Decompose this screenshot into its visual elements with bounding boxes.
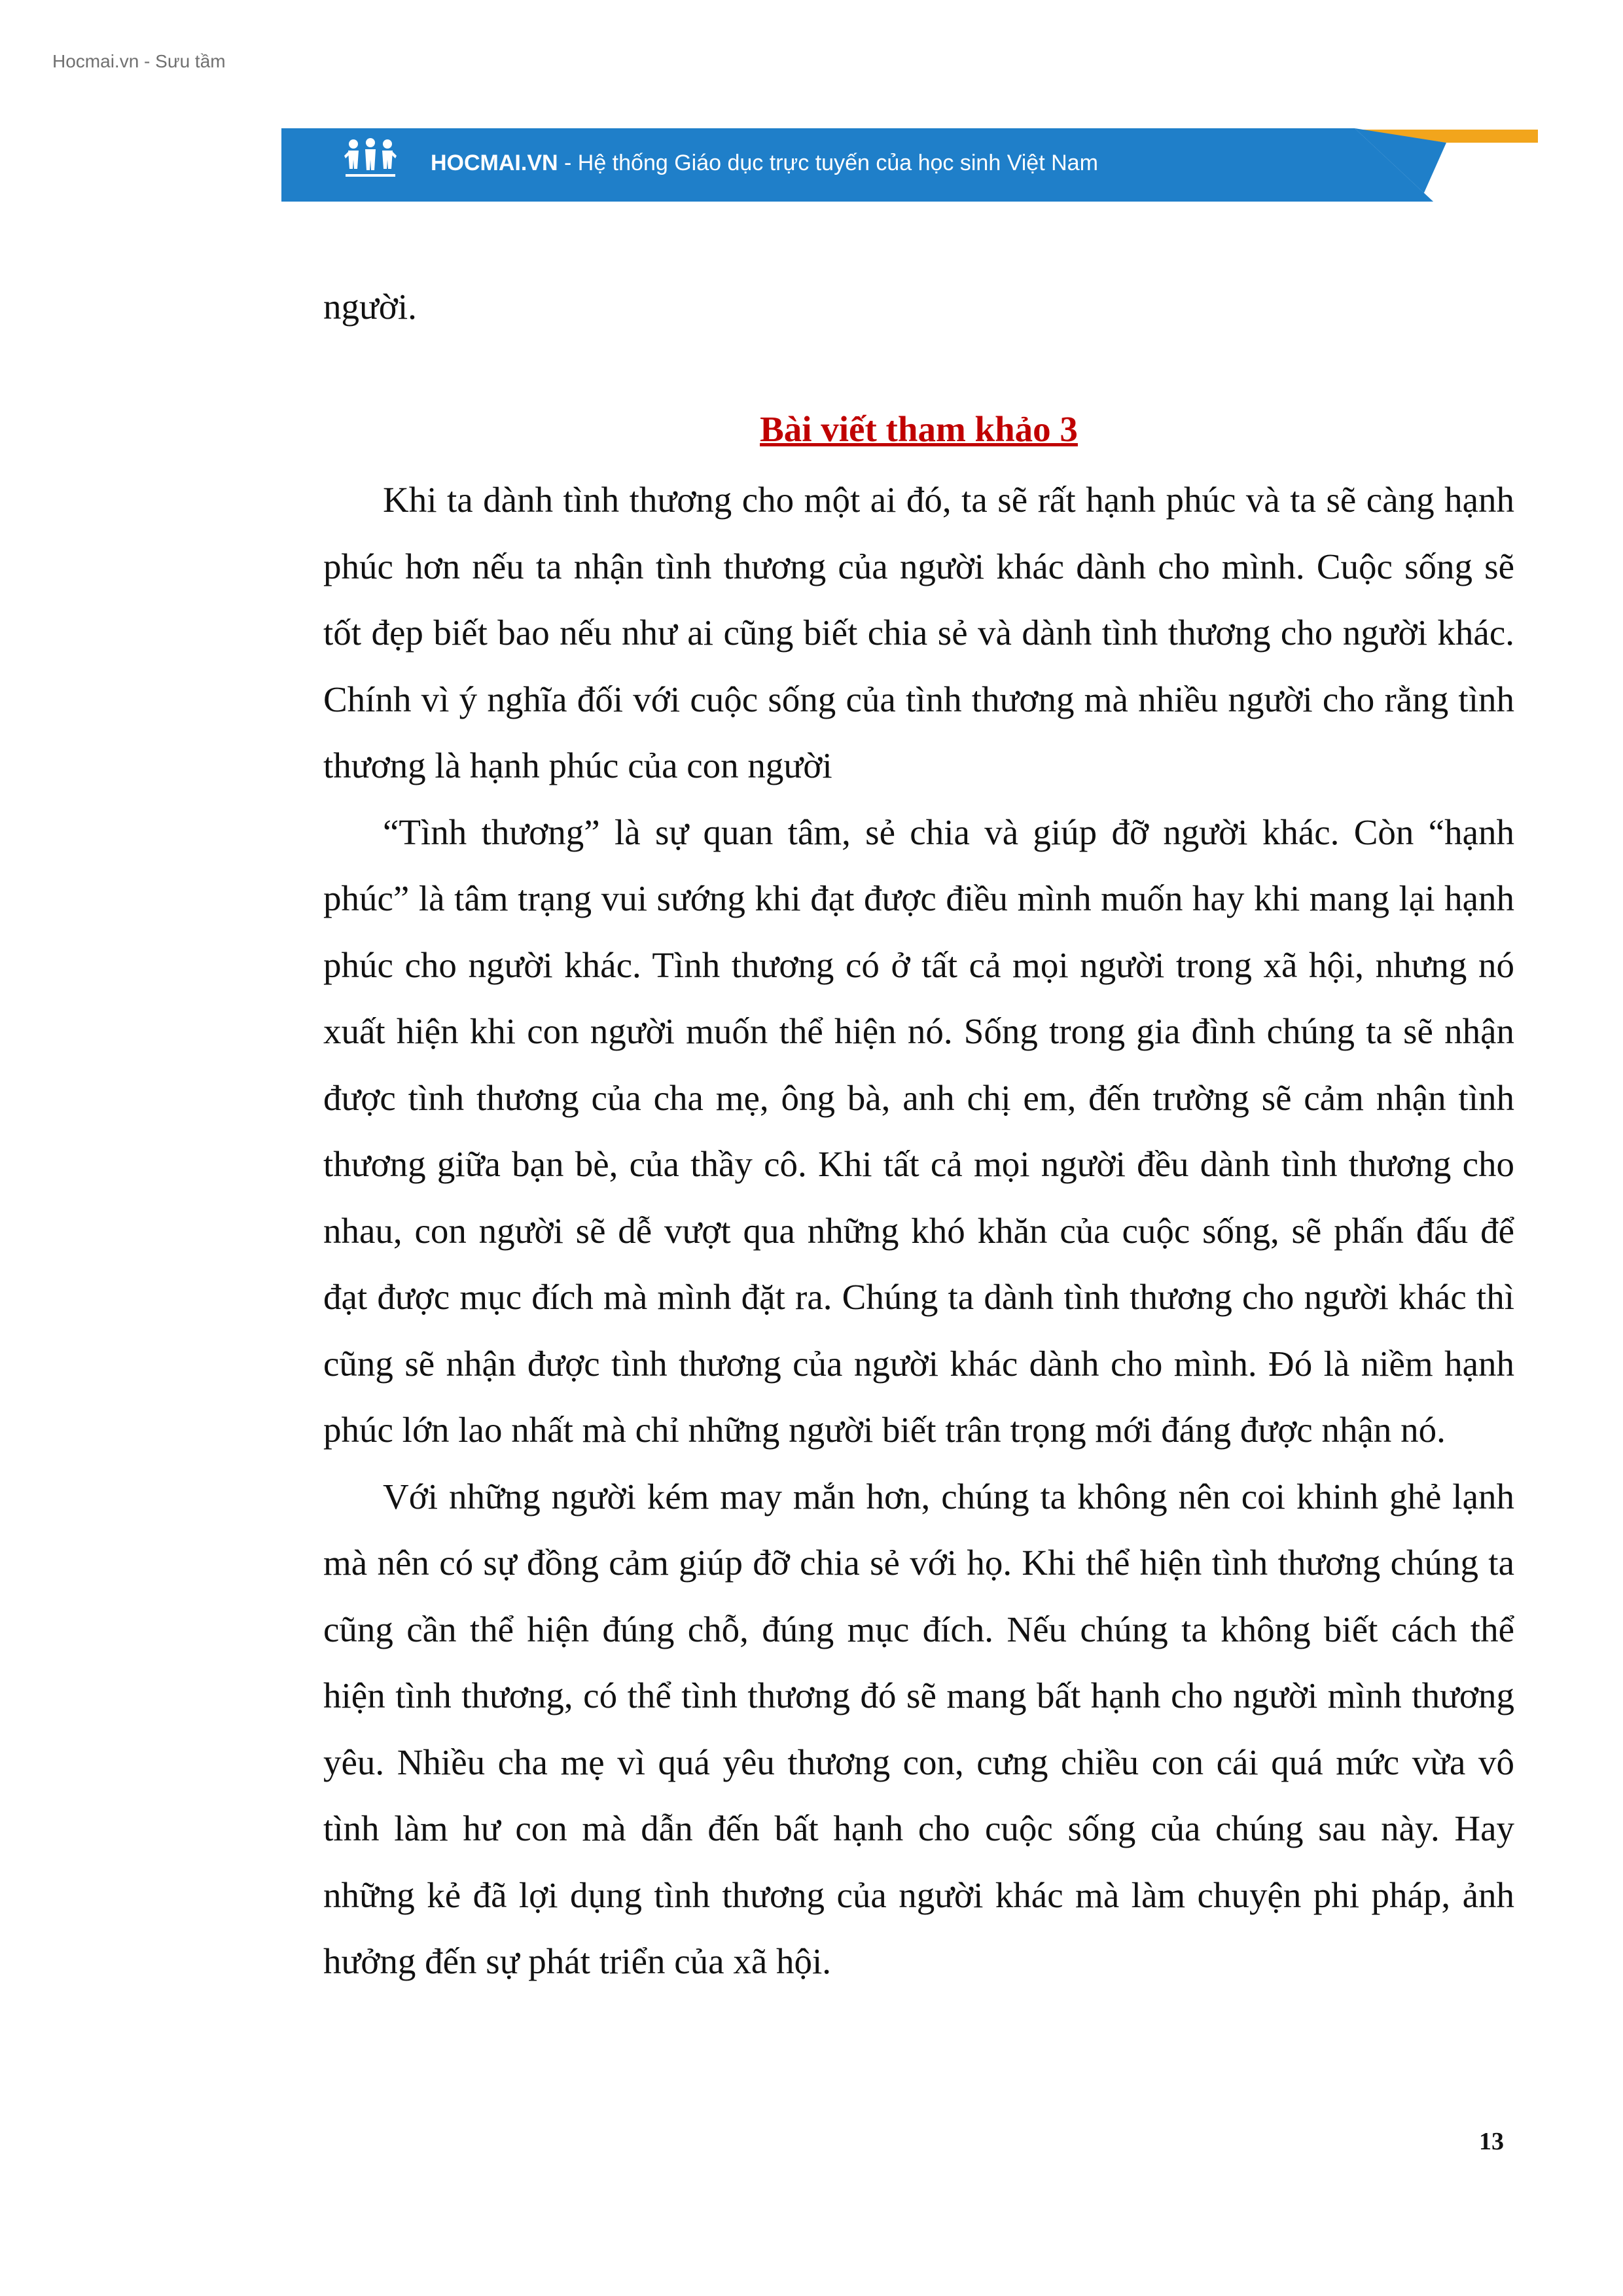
paragraph-1: Khi ta dành tình thương cho một ai đó, ta sẽ rất hạnh phúc và ta sẽ càng hạnh phúc hơn nếu ta nhận tình thương của người khác dành cho mình. Cuộc sống sẽ tốt đẹp biết bao nếu như ai cũng biết chia sẻ và dành tình thương cho người khác. Chính vì ý nghĩa đối với cuộc sống của tình thương mà nhiều người cho rằng tình thương là hạnh phúc của con người — [323, 480, 1514, 785]
section-title: Bài viết tham khảo 3 — [760, 409, 1078, 449]
lead-text: người. — [323, 287, 417, 327]
page-number: 13 — [1479, 2128, 1504, 2155]
article-body — [323, 467, 1514, 1995]
banner-title — [431, 151, 1098, 176]
source-note: Hocmai.vn - Sưu tầm — [52, 51, 226, 71]
paragraph-3: Với những người kém may mắn hơn, chúng ta không nên coi khinh ghẻ lạnh mà nên có sự đồng cảm giúp đỡ chia sẻ với họ. Khi thể hiện tình thương chúng ta cũng cần thể hiện đúng chỗ, đúng mục đích. Nếu chúng ta không biết cách thể hiện tình thương, có thể tình thương đó sẽ mang bất hạnh cho người mình thương yêu. Nhiều cha mẹ vì quá yêu thương con, cưng chiều con cái quá mức vừa vô tình làm hư con mà dẫn đến bất hạnh cho cuộc sống của chúng sau này. Hay những kẻ đã lợi dụng tình thương của người khác mà làm chuyện phi pháp, ảnh hưởng đến sự phát triển của xã hội. — [323, 1476, 1514, 1981]
hocmai-logo-icon — [343, 137, 398, 194]
brand-name: HOCMAI.VN — [431, 151, 558, 175]
paragraph-2: “Tình thương” là sự quan tâm, sẻ chia và giúp đỡ người khác. Còn “hạnh phúc” là tâm trạng vui sướng khi đạt được điều mình muốn hay khi mang lại hạnh phúc cho người khác. Tình thương có ở tất cả mọi người trong xã hội, nhưng nó xuất hiện khi con người muốn thể hiện nó. Sống trong gia đình chúng ta sẽ nhận được tình thương của cha mẹ, ông bà, anh chị em, đến trường sẽ cảm nhận tình thương giữa bạn bè, của thầy cô. Khi tất cả mọi người đều dành tình thương cho nhau, con người sẽ dễ vượt qua những khó khăn của cuộc sống, sẽ phấn đấu để đạt được mục đích mà mình đặt ra. Chúng ta dành tình thương cho người khác thì cũng sẽ nhận được tình thương của người khác dành cho mình. Đó là niềm hạnh phúc lớn lao nhất mà chỉ những người biết trân trọng mới đáng được nhận nó. — [323, 812, 1514, 1450]
banner-tagline: - Hệ thống Giáo dục trực tuyến của học sinh Việt Nam — [558, 151, 1098, 175]
header-banner — [281, 128, 1538, 202]
